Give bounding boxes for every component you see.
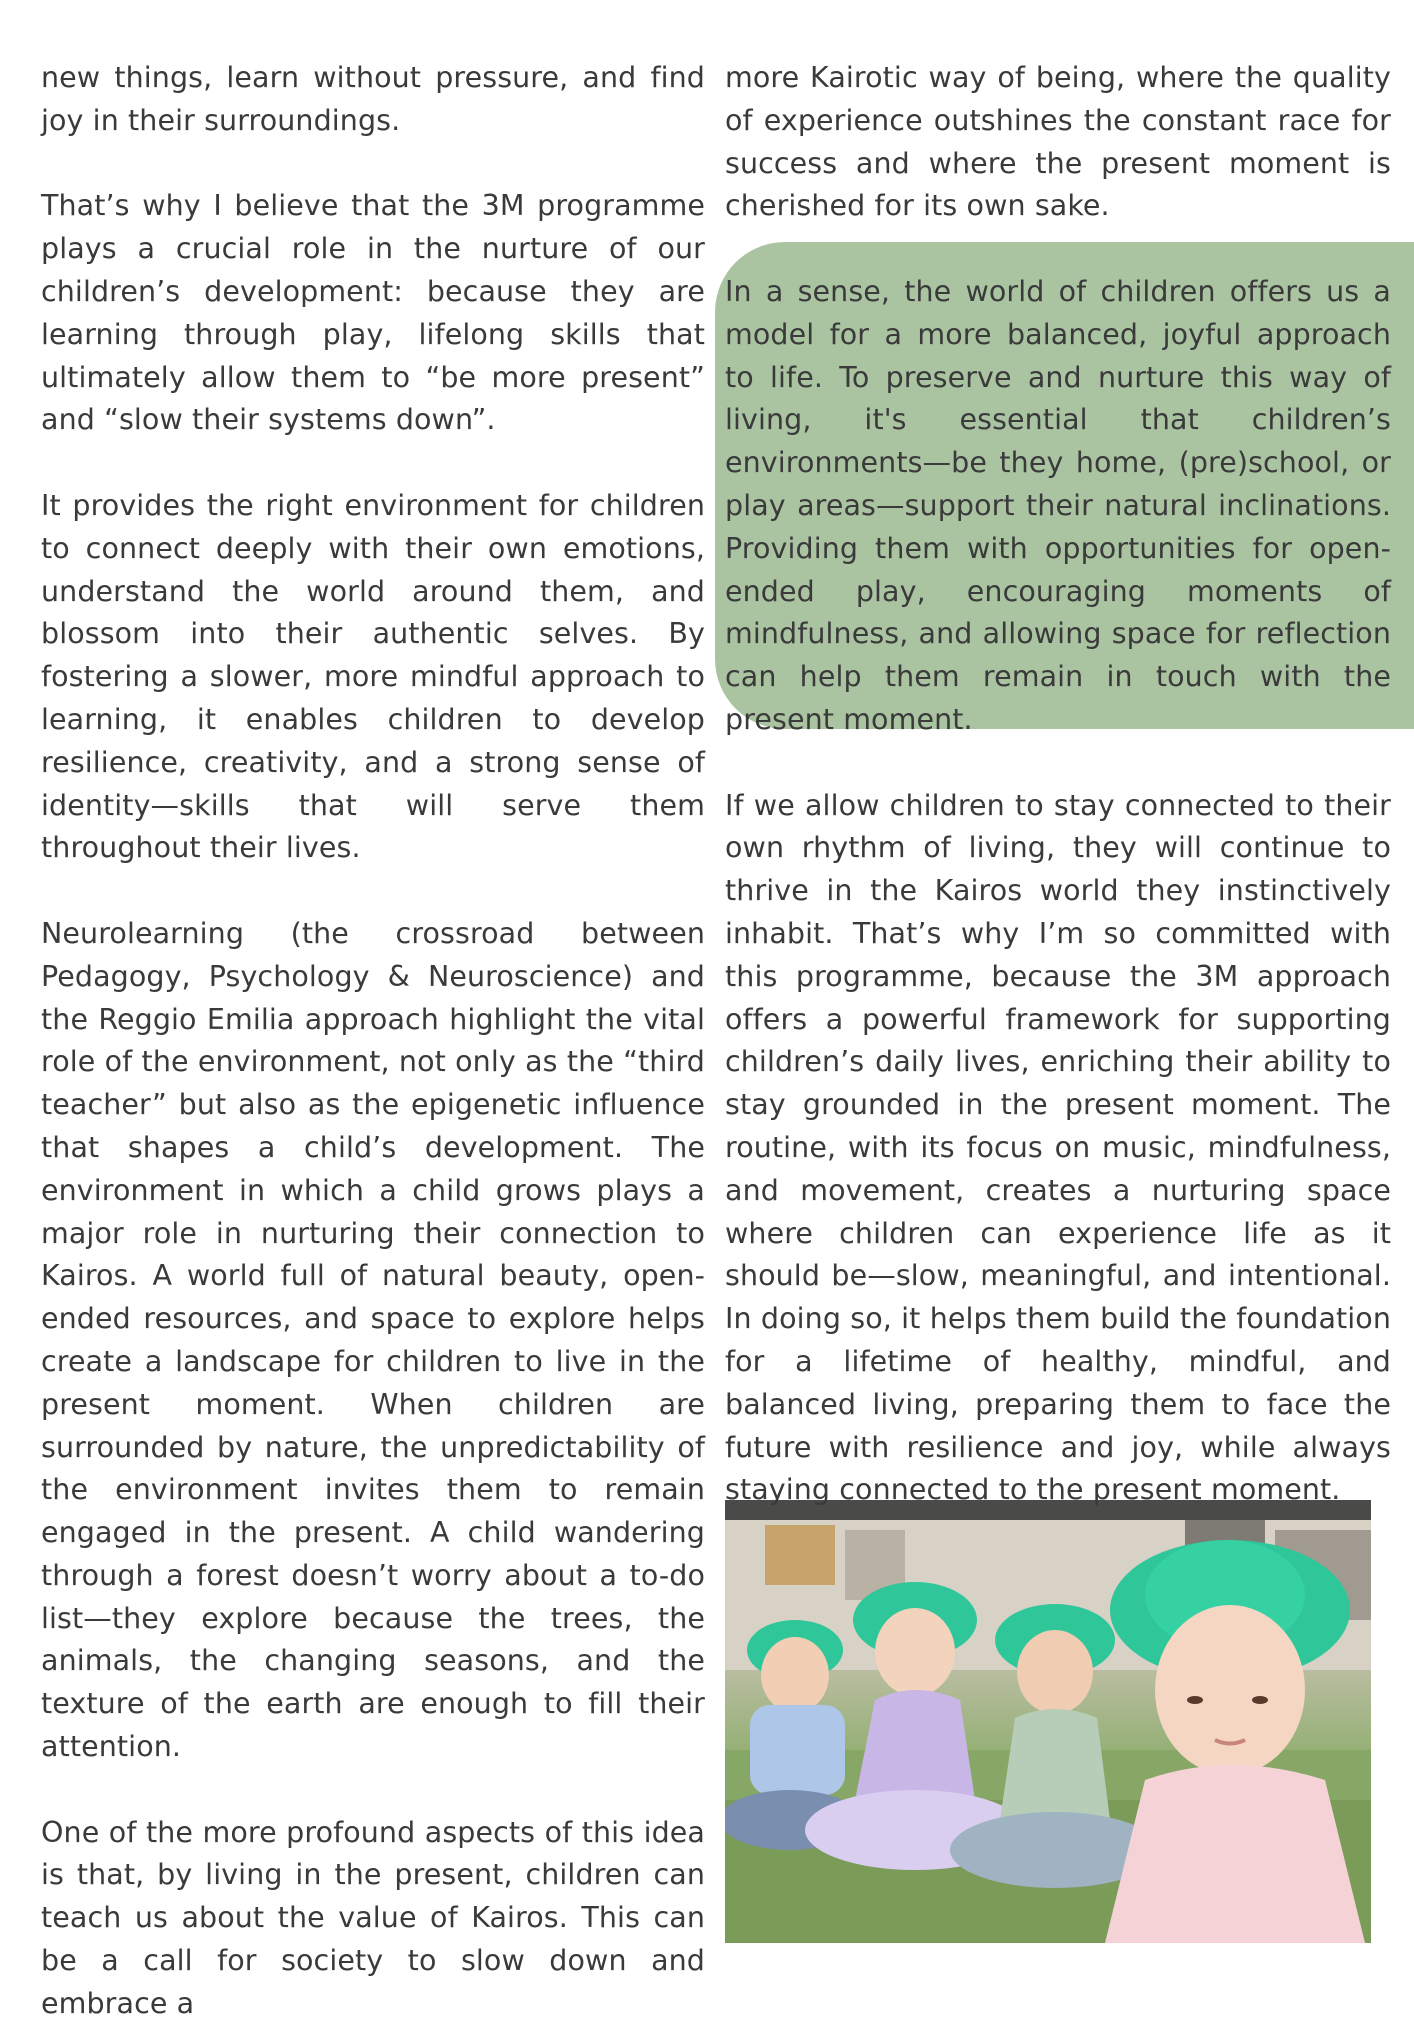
children-meditating-photo: [725, 1500, 1371, 1943]
left-column: [41, 57, 705, 2026]
left-paragraph-2: That’s why I believe that the 3M programme plays a crucial role in the nurture of our children’s development: because they are learning through play, lifelong skills that ultimately allow them to “be more present” and “slow their systems down”.: [41, 189, 705, 437]
left-paragraph-1: new things, learn without pressure, and find joy in their surroundings.: [41, 61, 705, 137]
left-paragraph-4: Neurolearning (the crossroad between Pedagogy, Psychology & Neuroscience) and the Reggio Emilia approach highlight the vital role of the environment, not only as the “third teacher” but also as the epigenetic influence that shapes a child’s development. The environment in which a child grows plays a major role in nurturing their connection to Kairos. A world full of natural beauty, open-ended resources, and space to explore helps create a landscape for children to live in the present moment. When children are surrounded by nature, the unpredictability of the environment invites them to remain engaged in the present. A child wandering through a forest doesn’t worry about a to-do list—they explore because the trees, the animals, the changing seasons, and the texture of the earth are enough to fill their attention.: [41, 916, 705, 1764]
right-highlight-paragraph: In a sense, the world of children offers us a model for a more balanced, joyful approach to life. To preserve and nurture this way of living, it's essential that children’s environments—be they home, (pre)school, or play areas—support their natural inclinations. Providing them with opportunities for open-ended play, encouraging moments of mindfulness, and allowing space for reflection can help them remain in touch with the present moment.: [725, 274, 1391, 736]
right-paragraph-3: If we allow children to stay connected to their own rhythm of living, they will continue to thrive in the Kairos world they instinctively inhabit. That’s why I’m so committed with this programme, because the 3M approach offers a powerful framework for supporting children’s daily lives, enriching their ability to stay grounded in the present moment. The routine, with its focus on music, mindfulness, and movement, creates a nurturing space where children can experience life as it should be—slow, meaningful, and intentional. In doing so, it helps them build the foundation for a lifetime of healthy, mindful, and balanced living, preparing them to face the future with resilience and joy, while always staying connected to the present moment.: [725, 788, 1391, 1507]
right-column: [725, 57, 1391, 1512]
left-paragraph-5: One of the more profound aspects of this idea is that, by living in the present, children can teach us about the value of Kairos. This can be a call for society to slow down and embrace a: [41, 1815, 705, 2020]
left-paragraph-3: It provides the right environment for children to connect deeply with their own emotions, understand the world around them, and blossom into their authentic selves. By fostering a slower, more mindful approach to learning, it enables children to develop resilience, creativity, and a strong sense of identity—skills that will serve them throughout their lives.: [41, 488, 705, 865]
right-paragraph-1: more Kairotic way of being, where the quality of experience outshines the constant race for success and where the present moment is cherished for its own sake.: [725, 61, 1391, 223]
